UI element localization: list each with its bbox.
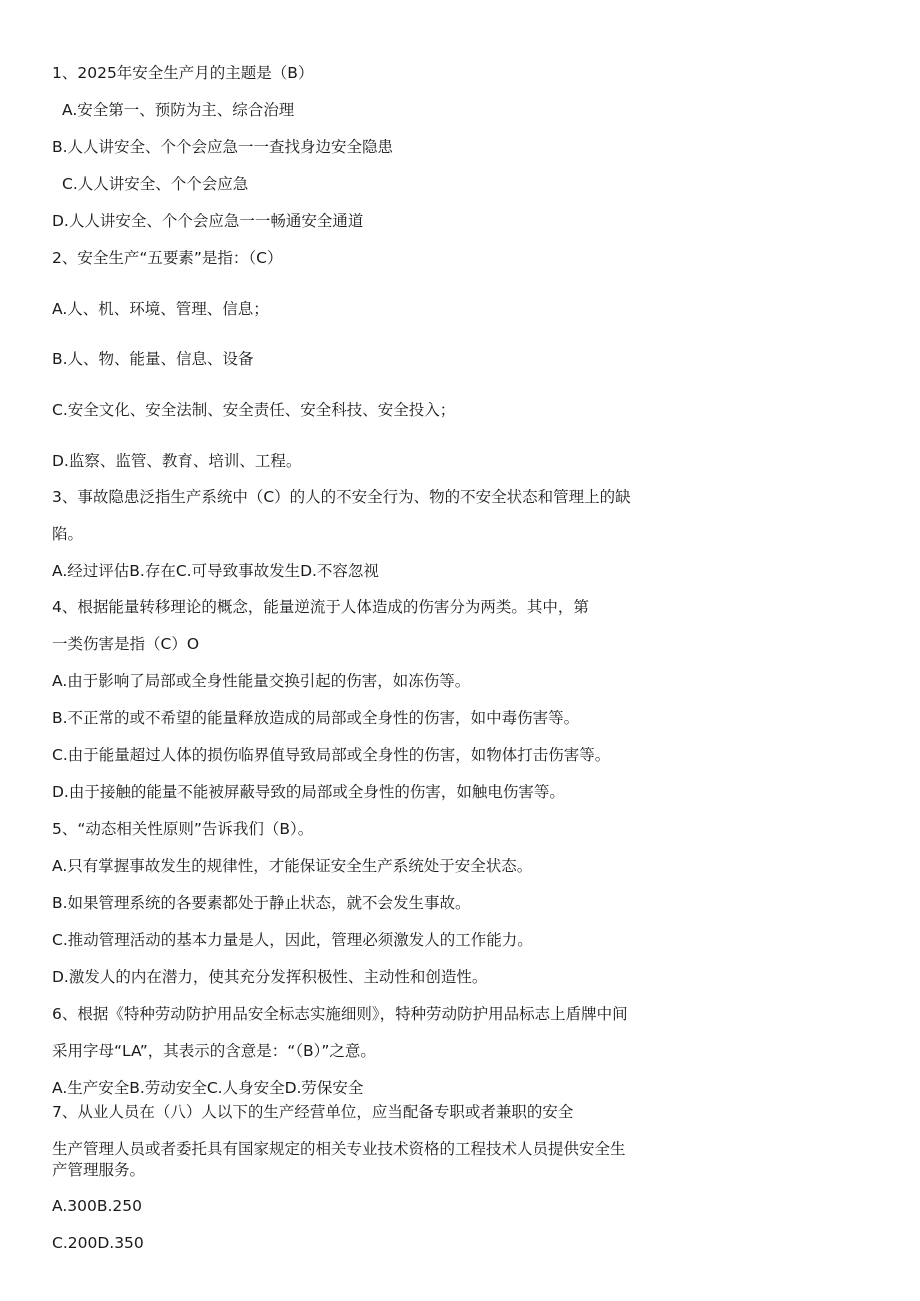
question-7-stem-line-1: 7、从业人员在（八）人以下的生产经营单位，应当配备专职或者兼职的安全 bbox=[52, 1103, 574, 1121]
question-7-stem-line-3: 产管理服务。 bbox=[52, 1161, 146, 1179]
question-5-option-d: D.激发人的内在潜力，使其充分发挥积极性、主动性和创造性。 bbox=[52, 968, 488, 986]
question-5-stem: 5、“动态相关性原则”告诉我们（B）。 bbox=[52, 820, 314, 838]
question-4-option-d: D.由于接触的能量不能被屏蔽导致的局部或全身性的伤害，如触电伤害等。 bbox=[52, 783, 565, 801]
question-2-option-a: A.人、机、环境、管理、信息； bbox=[52, 300, 269, 318]
question-4-option-c: C.由于能量超过人体的损伤临界值导致局部或全身性的伤害，如物体打击伤害等。 bbox=[52, 746, 611, 764]
question-6-options: A.生产安全B.劳动安全C.人身安全D.劳保安全 bbox=[52, 1079, 364, 1097]
question-5-option-b: B.如果管理系统的各要素都处于静止状态，就不会发生事故。 bbox=[52, 894, 471, 912]
question-2-option-b: B.人、物、能量、信息、设备 bbox=[52, 350, 254, 368]
question-6-stem-line-2: 采用字母“LA”，其表示的含意是：“（B）”之意。 bbox=[52, 1042, 376, 1060]
question-7-option-ab: A.300B.250 bbox=[52, 1197, 142, 1215]
question-2-option-d: D.监察、监管、教育、培训、工程。 bbox=[52, 452, 302, 470]
question-6-stem-line-1: 6、根据《特种劳动防护用品安全标志实施细则》，特种劳动防护用品标志上盾牌中间 bbox=[52, 1005, 628, 1023]
question-1-option-a: A.安全第一、预防为主、综合治理 bbox=[62, 101, 295, 119]
question-7-stem-line-2: 生产管理人员或者委托具有国家规定的相关专业技术资格的工程技术人员提供安全生 bbox=[52, 1140, 626, 1158]
question-7-option-cd: C.200D.350 bbox=[52, 1234, 144, 1252]
question-2-option-c: C.安全文化、安全法制、安全责任、安全科技、安全投入； bbox=[52, 401, 456, 419]
question-1-stem: 1、2025年安全生产月的主题是（B） bbox=[52, 64, 314, 82]
question-1-option-d: D.人人讲安全、个个会应急一一畅通安全通道 bbox=[52, 212, 364, 230]
question-5-option-c: C.推动管理活动的基本力量是人，因此，管理必须激发人的工作能力。 bbox=[52, 931, 533, 949]
question-2-stem: 2、安全生产“五要素”是指：（C） bbox=[52, 249, 283, 267]
question-4-stem-line-1: 4、根据能量转移理论的概念，能量逆流于人体造成的伤害分为两类。其中，第 bbox=[52, 598, 589, 616]
question-4-stem-line-2: 一类伤害是指（C）O bbox=[52, 635, 200, 653]
question-1-option-b: B.人人讲安全、个个会应急一一查找身边安全隐患 bbox=[52, 138, 394, 156]
question-4-option-a: A.由于影响了局部或全身性能量交换引起的伤害，如冻伤等。 bbox=[52, 672, 471, 690]
question-1-option-c: C.人人讲安全、个个会应急 bbox=[62, 175, 249, 193]
question-4-option-b: B.不正常的或不希望的能量释放造成的局部或全身性的伤害，如中毒伤害等。 bbox=[52, 709, 580, 727]
question-5-option-a: A.只有掌握事故发生的规律性，才能保证安全生产系统处于安全状态。 bbox=[52, 857, 533, 875]
question-3-stem-line-2: 陷。 bbox=[52, 525, 84, 543]
question-3-stem-line-1: 3、事故隐患泛指生产系统中（C）的人的不安全行为、物的不安全状态和管理上的缺 bbox=[52, 488, 631, 506]
question-3-options: A.经过评估B.存在C.可导致事故发生D.不容忽视 bbox=[52, 562, 379, 580]
